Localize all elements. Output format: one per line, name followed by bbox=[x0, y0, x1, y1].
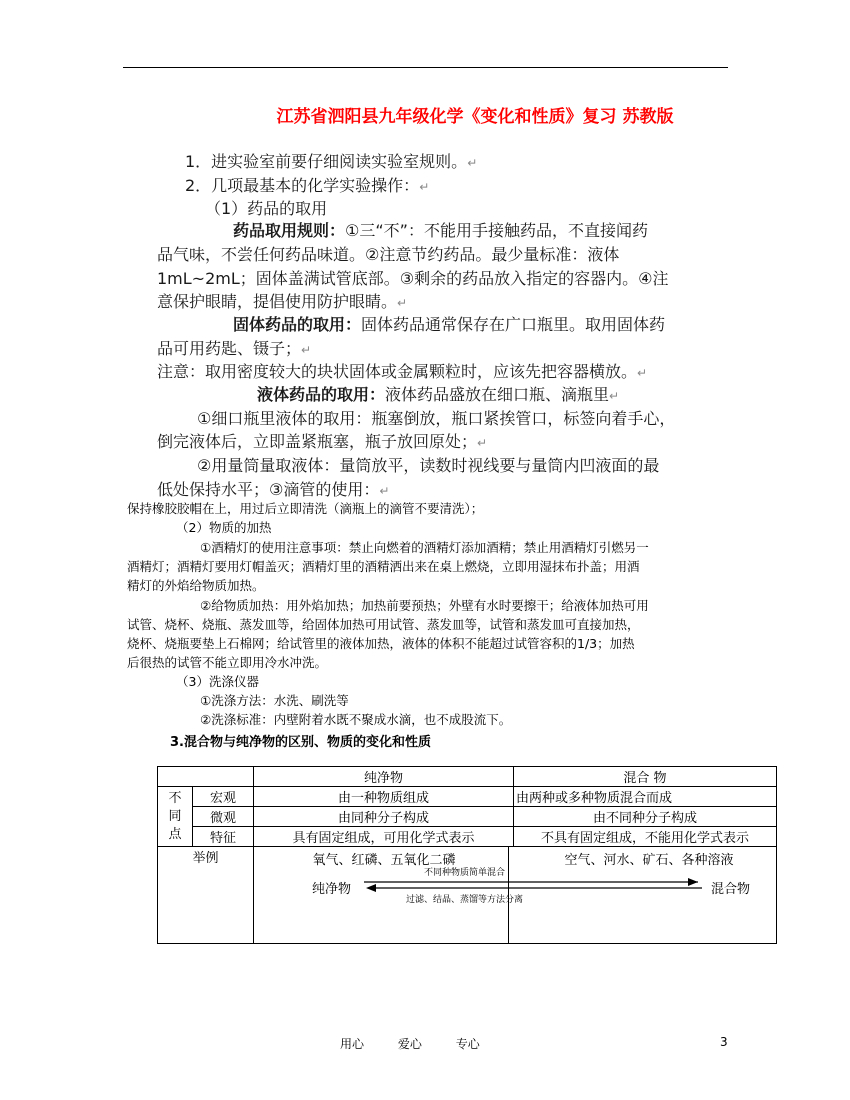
cell-mixed: 不具有固定组成，不能用化学式表示 bbox=[514, 827, 777, 847]
line-9: 品可用药匙、镊子；↵ bbox=[157, 339, 312, 358]
table-corner-cell bbox=[158, 767, 254, 787]
diagram-pure-label: 纯净物 bbox=[312, 882, 352, 897]
line-1: 1．进实验室前要仔细阅读实验室规则。↵ bbox=[185, 152, 478, 171]
small-line-8: 烧杯、烧瓶要垫上石棉网；给试管里的液体加热，液体的体积不能超过试管容积的1/3；加热 bbox=[127, 636, 635, 651]
cell-pure: 由一种物质组成 bbox=[254, 787, 514, 807]
cell-pure: 由同种分子构成 bbox=[254, 807, 514, 827]
row-label: 特征 bbox=[193, 827, 254, 847]
diagram-mixed-label: 混合物 bbox=[711, 882, 751, 897]
small-line-4: 酒精灯；酒精灯要用灯帽盖灭；酒精灯里的酒精洒出来在桌上燃烧，立即用湿抹布扑盖；用酒 bbox=[127, 559, 640, 574]
header-pure: 纯净物 bbox=[254, 767, 514, 787]
row-label: 宏观 bbox=[193, 787, 254, 807]
line-14: ②用量筒量取液体：量筒放平，读数时视线要与量筒内凹液面的最 bbox=[197, 456, 660, 475]
example-cell bbox=[254, 847, 777, 944]
line-11: 液体药品的取用：液体药品盛放在细口瓶、滴瓶里↵ bbox=[257, 385, 620, 404]
small-line-3: ①酒精灯的使用注意事项：禁止向燃着的酒精灯添加酒精；禁止用酒精灯引燃另一 bbox=[200, 540, 649, 555]
header-rule bbox=[123, 67, 728, 68]
cell-pure: 具有固定组成，可用化学式表示 bbox=[254, 827, 514, 847]
small-line-6: ②给物质加热：用外焰加热；加热前要预热；外壁有水时要擦干；给液体加热可用 bbox=[200, 598, 649, 613]
line-12: ①细口瓶里液体的取用：瓶塞倒放，瓶口紧挨管口，标签向着手心， bbox=[197, 409, 676, 428]
mix-arrow-head bbox=[688, 878, 698, 886]
table-row bbox=[158, 787, 777, 807]
line-4: 药品取用规则：①三“不”：不能用手接触药品，不直接闻药 bbox=[233, 221, 648, 240]
small-line-10: （3）洗涤仪器 bbox=[176, 674, 259, 689]
example-mixed: 空气、河水、矿石、各种溶液 bbox=[564, 853, 734, 868]
small-line-11: ①洗涤方法：水洗、刷洗等 bbox=[200, 693, 349, 708]
line-15: 低处保持水平；③滴管的使用：↵ bbox=[157, 480, 390, 499]
line-2: 2．几项最基本的化学实验操作：↵ bbox=[185, 176, 430, 195]
line-7: 意保护眼睛，提倡使用防护眼睛。↵ bbox=[157, 292, 408, 311]
line-5: 品气味，不尝任何药品味道。②注意节约药品。最少量标准：液体 bbox=[157, 245, 620, 264]
footer-item: 专心 bbox=[455, 1037, 480, 1051]
small-line-1: 保持橡胶胶帽在上，用过后立即清洗（滴瓶上的滴管不要清洗）； bbox=[127, 501, 484, 516]
cell-mixed: 由不同种分子构成 bbox=[514, 807, 777, 827]
footer-item: 用心 bbox=[340, 1037, 365, 1051]
table-row bbox=[158, 827, 777, 847]
side-label: 不 同 点 bbox=[158, 787, 193, 847]
small-line-2: （2）物质的加热 bbox=[176, 520, 272, 535]
table-row bbox=[158, 807, 777, 827]
diagram-arrows bbox=[364, 875, 704, 895]
cell-mixed: 由两种或多种物质混合而成 bbox=[514, 787, 777, 807]
line-6: 1mL~2mL；固体盖满试管底部。③剩余的药品放入指定的容器内。④注 bbox=[157, 269, 669, 288]
example-pure: 氧气、红磷、五氧化二磷 bbox=[312, 853, 456, 868]
footer-item: 爱心 bbox=[397, 1037, 422, 1051]
page-footer bbox=[340, 1035, 510, 1052]
diagram-bottom-text: 过滤、结晶、蒸馏等方法分离 bbox=[406, 895, 524, 905]
small-line-5: 精灯的外焰给物质加热。 bbox=[127, 578, 265, 593]
line-10: 注意：取用密度较大的块状固体或金属颗粒时，应该先把容器横放。↵ bbox=[157, 362, 648, 381]
line-3: （1）药品的取用 bbox=[205, 199, 328, 218]
small-line-9: 后很热的试管不能立即用冷水冲洗。 bbox=[127, 655, 328, 670]
row-label: 微观 bbox=[193, 807, 254, 827]
separate-arrow-head bbox=[366, 884, 376, 892]
small-line-12: ②洗涤标准：内壁附着水既不聚成水滴，也不成股流下。 bbox=[200, 712, 512, 727]
section-3-heading: 3.混合物与纯净物的区别、物质的变化和性质 bbox=[170, 735, 431, 750]
table-header-row bbox=[158, 767, 777, 787]
example-label: 举例 bbox=[158, 847, 254, 944]
small-line-7: 试管、烧杯、烧瓶、蒸发皿等，给固体加热可用试管、蒸发皿等，试管和蒸发皿可直接加热， bbox=[127, 617, 640, 632]
page-title: 江苏省泗阳县九年级化学《变化和性质》复习 苏教版 bbox=[276, 107, 674, 127]
comparison-table bbox=[157, 766, 777, 944]
line-8: 固体药品的取用：固体药品通常保存在广口瓶里。取用固体药 bbox=[233, 315, 666, 334]
page-number: 3 bbox=[720, 1035, 728, 1049]
example-row bbox=[158, 847, 777, 944]
diagram-top-text: 不同种物质简单混合 bbox=[424, 868, 506, 878]
line-13: 倒完液体后，立即盖紧瓶塞，瓶子放回原处；↵ bbox=[157, 432, 488, 451]
header-mixed: 混合 物 bbox=[514, 767, 777, 787]
